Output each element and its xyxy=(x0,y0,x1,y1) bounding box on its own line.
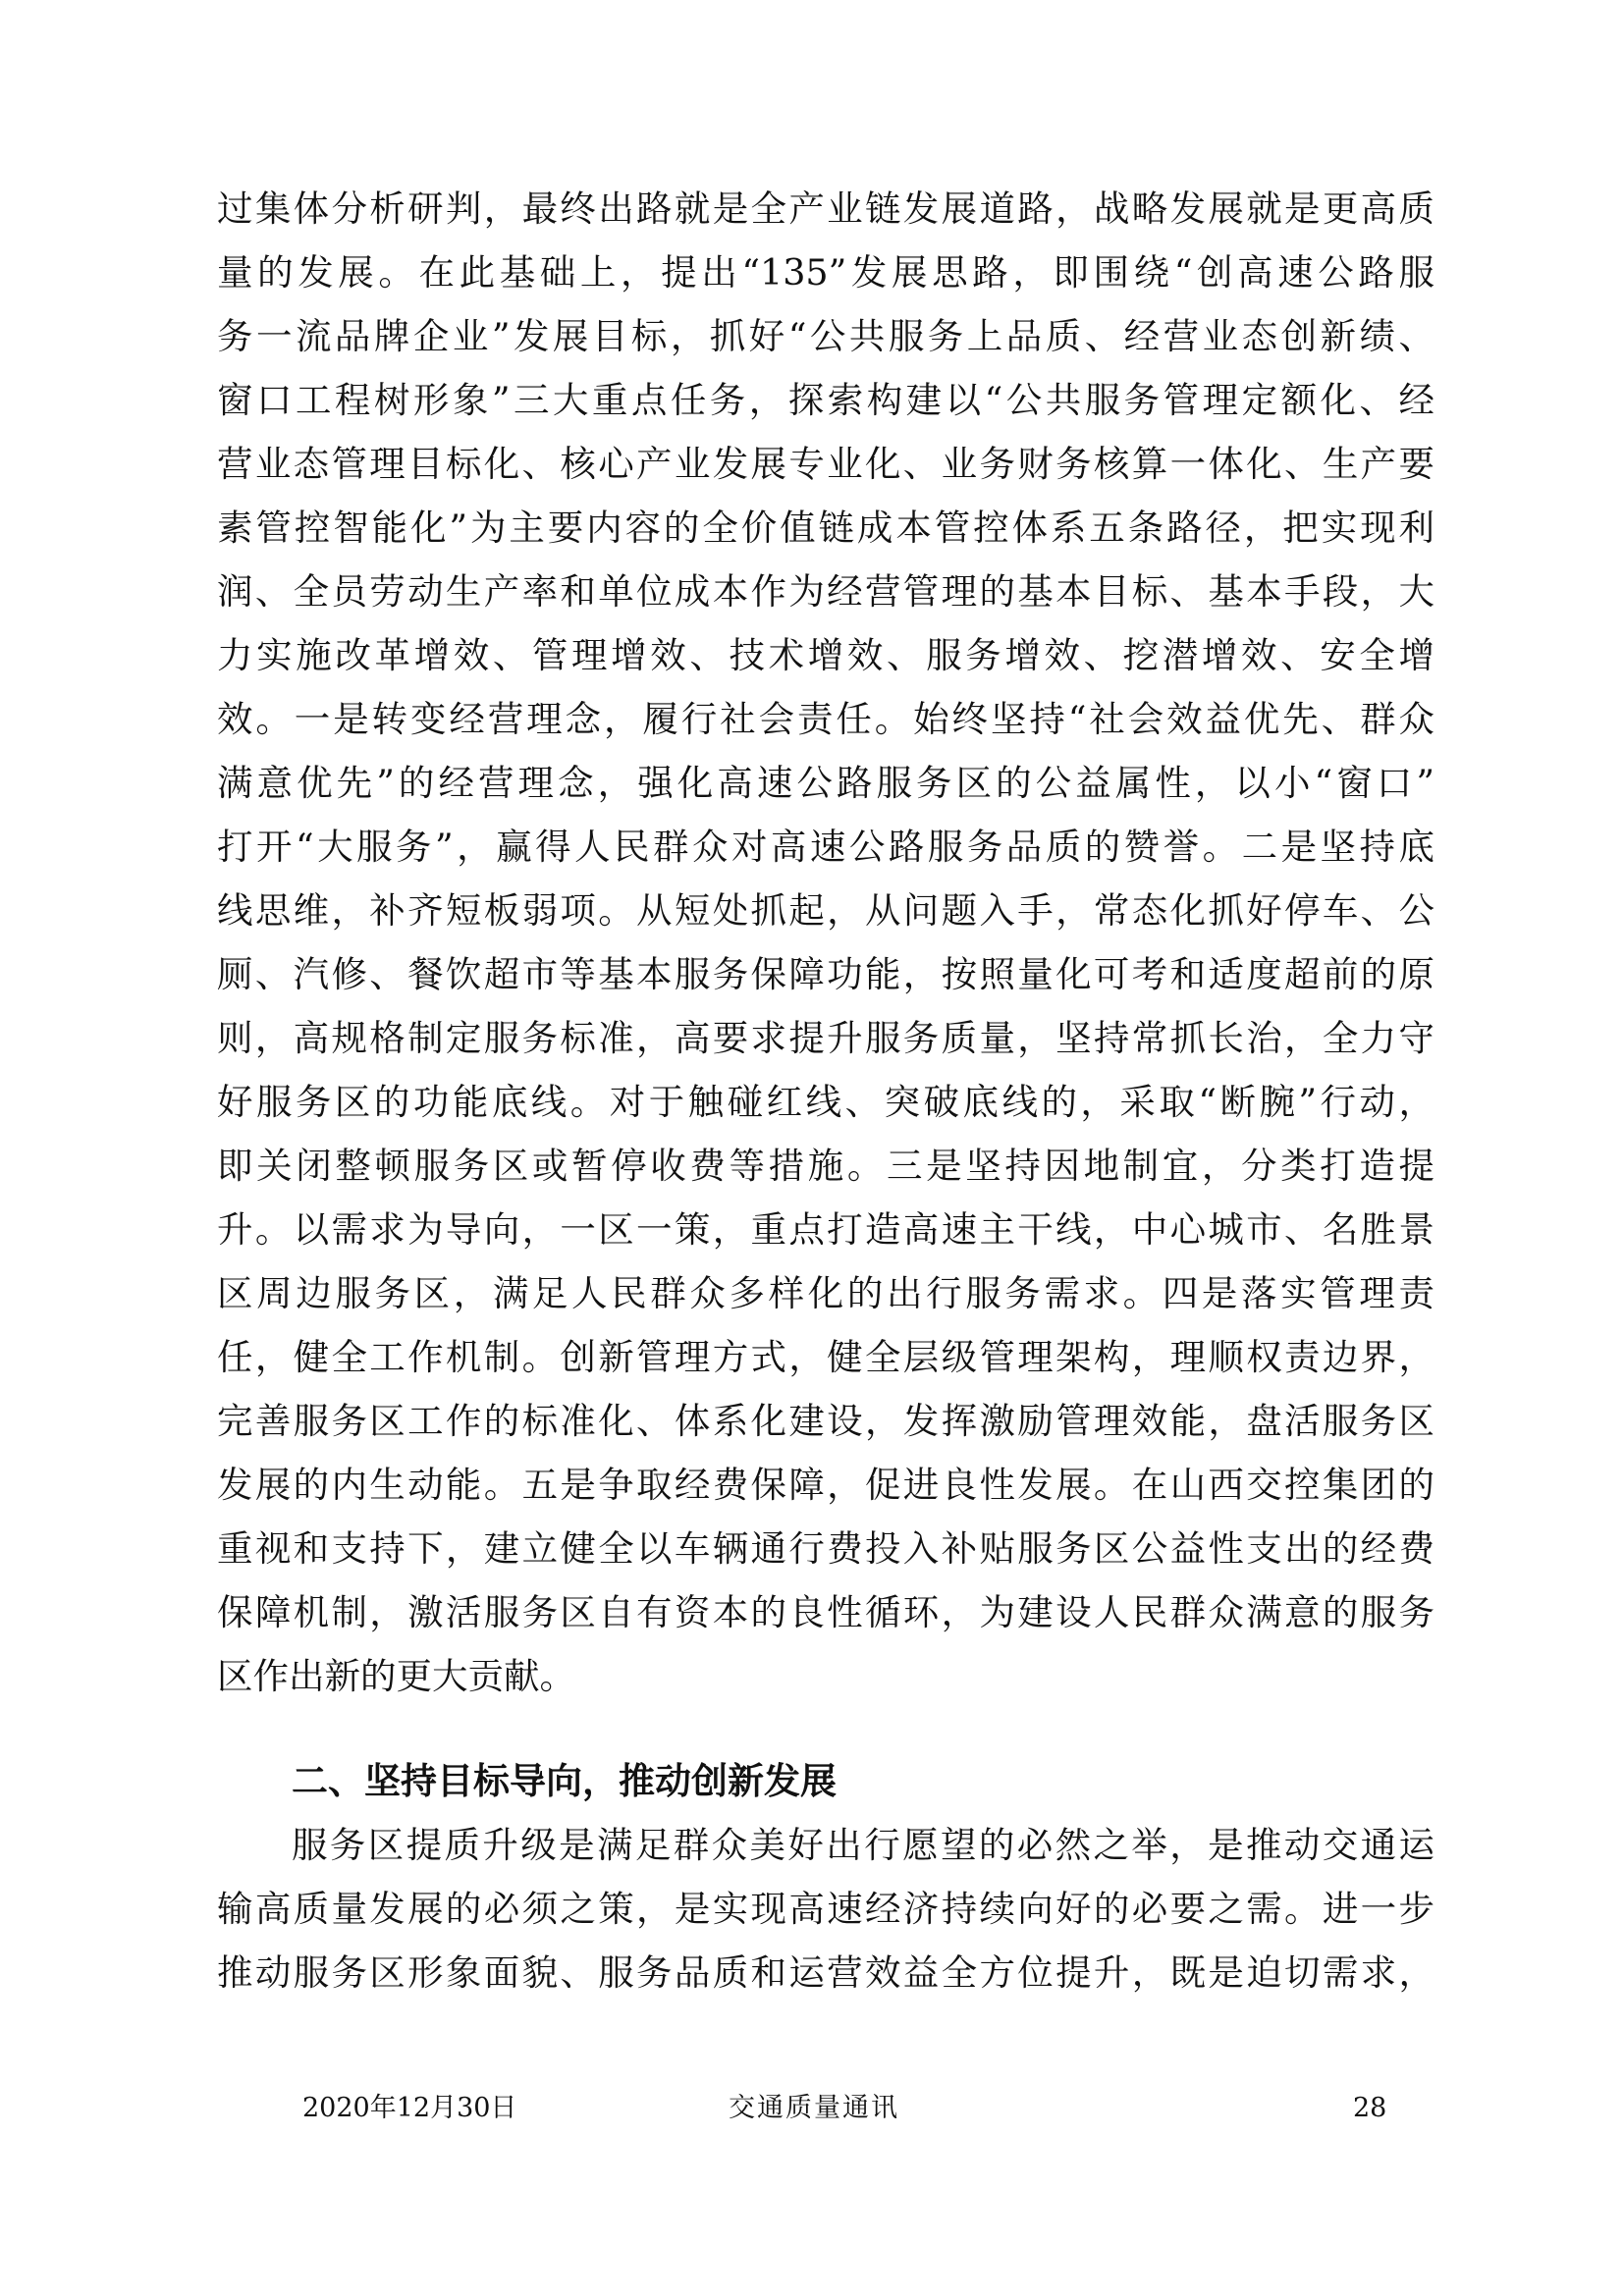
paragraph-line: 线思维，补齐短板弱项。从短处抓起，从问题入手，常态化抓好停车、公 xyxy=(217,889,1434,932)
paragraph-line: 升。以需求为导向，一区一策，重点打造高速主干线，中心城市、名胜景 xyxy=(217,1208,1434,1251)
page-number: 28 xyxy=(1353,2093,1387,2123)
paragraph-line: 服务区提质升级是满足群众美好出行愿望的必然之举，是推动交通运 xyxy=(292,1824,1434,1866)
paragraph-line: 打开“大服务”，赢得人民群众对高速公路服务品质的赞誉。二是坚持底 xyxy=(217,826,1434,868)
paragraph-line: 营业态管理目标化、核心产业发展专业化、业务财务核算一体化、生产要 xyxy=(217,443,1434,485)
section-gap xyxy=(217,1708,1434,1749)
paragraph-line: 务一流品牌企业”发展目标，抓好“公共服务上品质、经营业态创新绩、 xyxy=(217,315,1434,357)
paragraph-line: 润、全员劳动生产率和单位成本作为经营管理的基本目标、基本手段，大 xyxy=(217,570,1434,613)
paragraph-line: 则，高规格制定服务标准，高要求提升服务质量，坚持常抓长治，全力守 xyxy=(217,1017,1434,1059)
paragraph-line: 满意优先”的经营理念，强化高速公路服务区的公益属性，以小“窗口” xyxy=(217,762,1434,804)
paragraph-line: 即关闭整顿服务区或暂停收费等措施。三是坚持因地制宜，分类打造提 xyxy=(217,1145,1434,1187)
paragraph-line: 量的发展。在此基础上，提出“135”发展思路，即围绕“创高速公路服 xyxy=(217,251,1434,294)
footer-publication-title: 交通质量通讯 xyxy=(729,2093,899,2123)
paragraph-line: 力实施改革增效、管理增效、技术增效、服务增效、挖潜增效、安全增 xyxy=(217,634,1434,676)
paragraph-line: 过集体分析研判，最终出路就是全产业链发展道路，战略发展就是更高质 xyxy=(217,187,1434,230)
paragraph-line: 推动服务区形象面貌、服务品质和运营效益全方位提升，既是迫切需求， xyxy=(217,1951,1434,1994)
paragraph-line: 区周边服务区，满足人民群众多样化的出行服务需求。四是落实管理责 xyxy=(217,1272,1434,1314)
paragraph-line: 输高质量发展的必须之策，是实现高速经济持续向好的必要之需。进一步 xyxy=(217,1888,1434,1930)
paragraph-line: 任，健全工作机制。创新管理方式，健全层级管理架构，理顺权责边界， xyxy=(217,1336,1434,1378)
paragraph-line: 素管控智能化”为主要内容的全价值链成本管控体系五条路径，把实现利 xyxy=(217,507,1434,549)
paragraph-line: 完善服务区工作的标准化、体系化建设，发挥激励管理效能，盘活服务区 xyxy=(217,1400,1434,1442)
paragraph-line: 重视和支持下，建立健全以车辆通行费投入补贴服务区公益性支出的经费 xyxy=(217,1527,1434,1570)
paragraph-line: 区作出新的更大贡献。 xyxy=(217,1655,575,1697)
document-body xyxy=(217,177,1434,2004)
paragraph-line: 效。一是转变经营理念，履行社会责任。始终坚持“社会效益优先、群众 xyxy=(217,698,1434,740)
footer-date: 2020年12月30日 xyxy=(302,2093,517,2123)
paragraph-line: 厕、汽修、餐饮超市等基本服务保障功能，按照量化可考和适度超前的原 xyxy=(217,953,1434,995)
paragraph-line: 保障机制，激活服务区自有资本的良性循环，为建设人民群众满意的服务 xyxy=(217,1591,1434,1633)
paragraph-line: 好服务区的功能底线。对于触碰红线、突破底线的，采取“断腕”行动， xyxy=(217,1081,1434,1123)
paragraph-line: 窗口工程树形象”三大重点任务，探索构建以“公共服务管理定额化、经 xyxy=(217,379,1434,421)
paragraph-line: 发展的内生动能。五是争取经费保障，促进良性发展。在山西交控集团的 xyxy=(217,1464,1434,1506)
section-heading: 二、坚持目标导向，推动创新发展 xyxy=(292,1760,837,1802)
